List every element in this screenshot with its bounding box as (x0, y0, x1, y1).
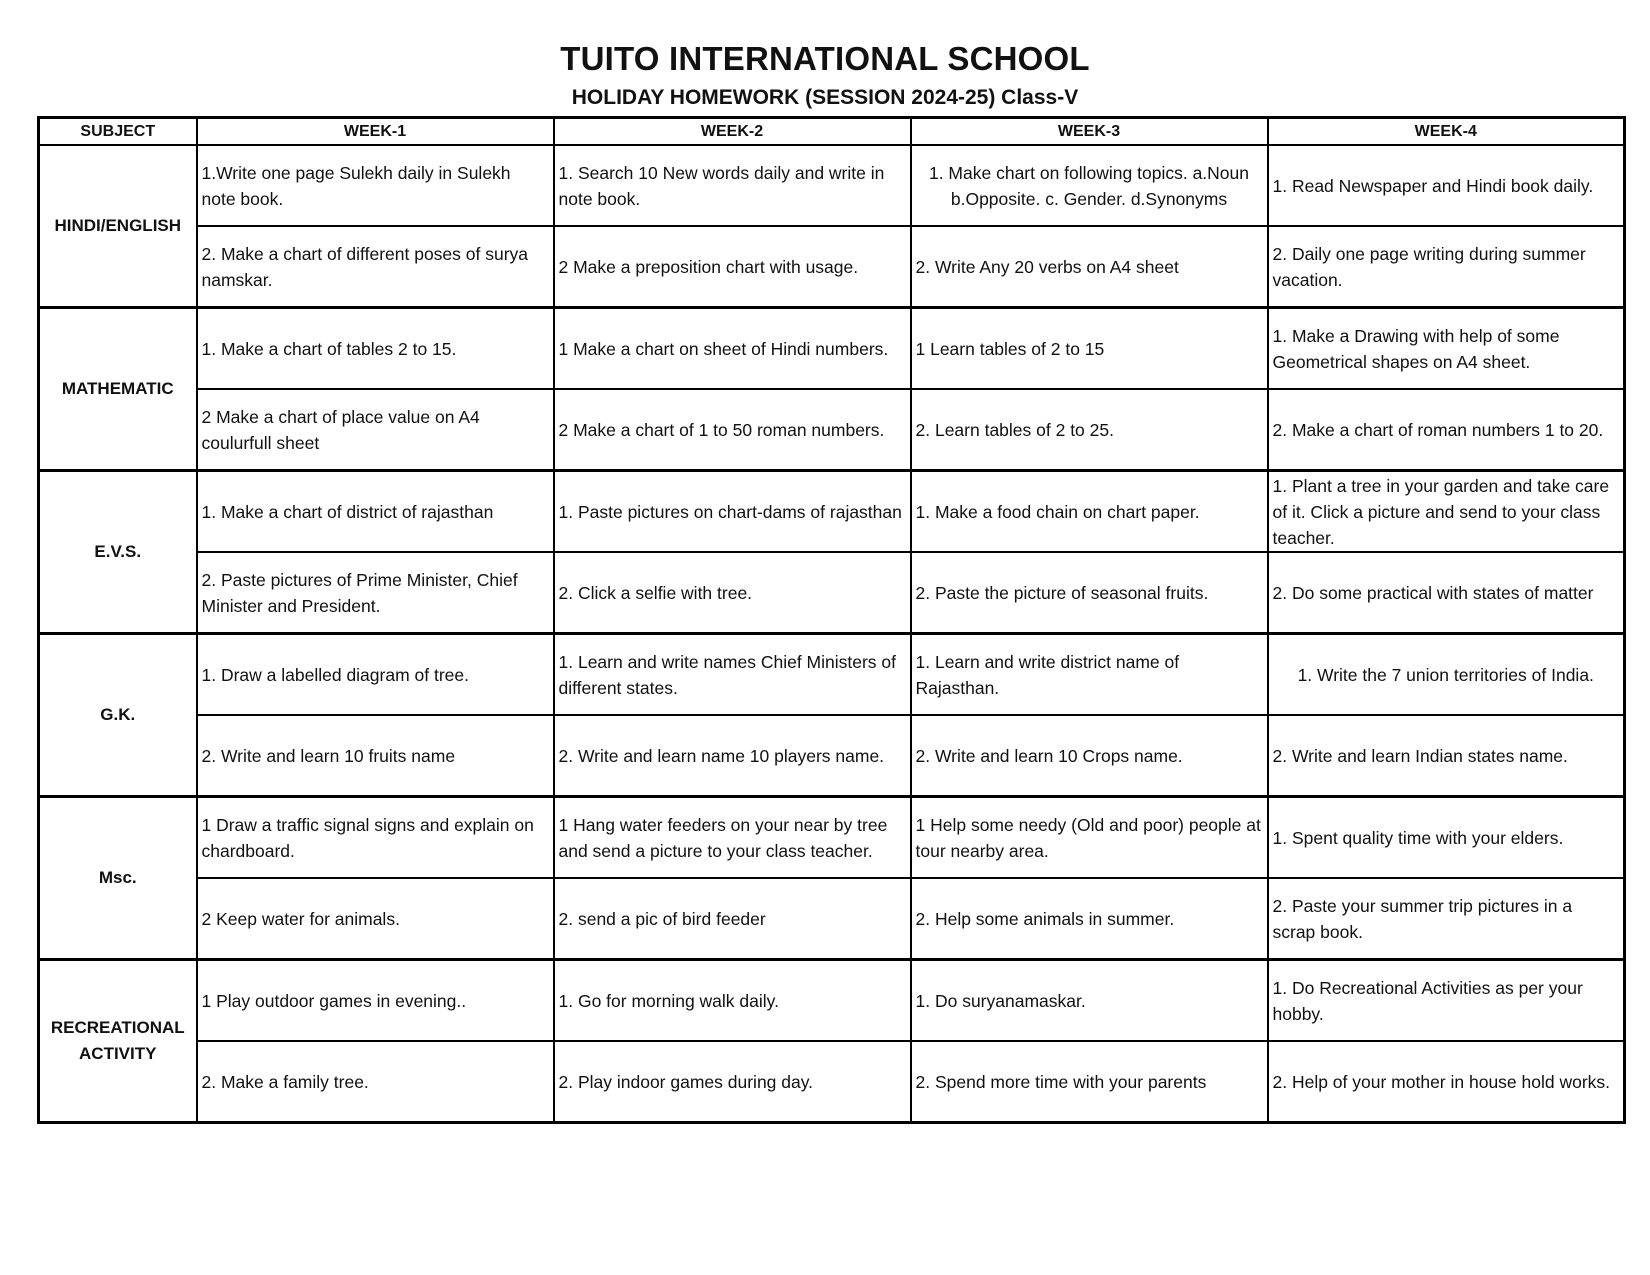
subject-cell: RECREATIONAL ACTIVITY (39, 960, 197, 1123)
table-row (39, 878, 1625, 960)
school-title: TUITO INTERNATIONAL SCHOOL (560, 40, 1090, 77)
table-row (39, 226, 1625, 308)
subject-cell: E.V.S. (39, 471, 197, 634)
task-cell: 2. Write and learn 10 Crops name. (911, 715, 1268, 797)
task-cell: 2 Keep water for animals. (197, 878, 554, 960)
task-cell: 1. Learn and write names Chief Ministers of different states. (554, 634, 911, 716)
task-cell: 1. Make a food chain on chart paper. (911, 471, 1268, 553)
table-row (39, 389, 1625, 471)
task-cell: 1 Learn tables of 2 to 15 (911, 308, 1268, 390)
task-cell: 1. Read Newspaper and Hindi book daily. (1268, 145, 1625, 226)
task-cell: 2 Make a chart of place value on A4 coulurfull sheet (197, 389, 554, 471)
task-cell: 2 Make a preposition chart with usage. (554, 226, 911, 308)
col-header-week-4: WEEK-4 (1268, 118, 1625, 146)
task-cell: 2. Help some animals in summer. (911, 878, 1268, 960)
task-cell: 2. Play indoor games during day. (554, 1041, 911, 1123)
task-cell: 1 Play outdoor games in evening.. (197, 960, 554, 1042)
task-cell: 1. Spent quality time with your elders. (1268, 797, 1625, 879)
table-header-row (39, 118, 1625, 146)
col-header-week-2: WEEK-2 (554, 118, 911, 146)
table-row (39, 797, 1625, 879)
homework-table (37, 116, 1626, 1124)
task-cell: 2. Paste pictures of Prime Minister, Chief Minister and President. (197, 552, 554, 634)
task-cell: 1. Make a Drawing with help of some Geometrical shapes on A4 sheet. (1268, 308, 1625, 390)
task-cell: 1. Draw a labelled diagram of tree. (197, 634, 554, 716)
task-cell: 2. Write Any 20 verbs on A4 sheet (911, 226, 1268, 308)
subject-cell: MATHEMATIC (39, 308, 197, 471)
task-cell: 2. Spend more time with your parents (911, 1041, 1268, 1123)
task-cell: 1. Plant a tree in your garden and take care of it. Click a picture and send to your class teacher. (1268, 471, 1625, 553)
subject-cell: HINDI/ENGLISH (39, 145, 197, 308)
task-cell: 1. Learn and write district name of Rajasthan. (911, 634, 1268, 716)
task-cell: 1. Paste pictures on chart-dams of rajasthan (554, 471, 911, 553)
task-cell: 2. Make a family tree. (197, 1041, 554, 1123)
task-cell: 1 Hang water feeders on your near by tree and send a picture to your class teacher. (554, 797, 911, 879)
task-cell: 1 Help some needy (Old and poor) people at tour nearby area. (911, 797, 1268, 879)
task-cell: 2. Do some practical with states of matter (1268, 552, 1625, 634)
task-cell: 2. send a pic of bird feeder (554, 878, 911, 960)
task-cell: 1.Write one page Sulekh daily in Sulekh note book. (197, 145, 554, 226)
col-header-week-1: WEEK-1 (197, 118, 554, 146)
task-cell: 2. Paste your summer trip pictures in a scrap book. (1268, 878, 1625, 960)
table-row (39, 715, 1625, 797)
task-cell: 1. Search 10 New words daily and write in note book. (554, 145, 911, 226)
table-row (39, 960, 1625, 1042)
table-row (39, 1041, 1625, 1123)
table-row (39, 552, 1625, 634)
task-cell: 1. Do suryanamaskar. (911, 960, 1268, 1042)
homework-subtitle: HOLIDAY HOMEWORK (SESSION 2024-25) Class-V (571, 86, 1079, 109)
subject-cell: G.K. (39, 634, 197, 797)
task-cell: 2. Make a chart of different poses of surya namskar. (197, 226, 554, 308)
task-cell: 1. Go for morning walk daily. (554, 960, 911, 1042)
task-cell: 2. Learn tables of 2 to 25. (911, 389, 1268, 471)
task-cell: 1 Draw a traffic signal signs and explain on chardboard. (197, 797, 554, 879)
task-cell: 1. Make a chart of tables 2 to 15. (197, 308, 554, 390)
task-cell: 2 Make a chart of 1 to 50 roman numbers. (554, 389, 911, 471)
subject-cell: Msc. (39, 797, 197, 960)
task-cell: 1. Do Recreational Activities as per your hobby. (1268, 960, 1625, 1042)
table-row (39, 145, 1625, 226)
table-row (39, 634, 1625, 716)
task-cell: 2. Help of your mother in house hold works. (1268, 1041, 1625, 1123)
table-row (39, 308, 1625, 390)
task-cell: 2. Make a chart of roman numbers 1 to 20. (1268, 389, 1625, 471)
task-cell: 2. Click a selfie with tree. (554, 552, 911, 634)
task-cell: 2. Paste the picture of seasonal fruits. (911, 552, 1268, 634)
task-cell: 2. Write and learn 10 fruits name (197, 715, 554, 797)
task-cell: 1. Write the 7 union territories of India. (1268, 634, 1625, 716)
col-header-week-3: WEEK-3 (911, 118, 1268, 146)
col-header-subject: SUBJECT (39, 118, 197, 146)
task-cell: 1. Make chart on following topics. a.Noun b.Opposite. c. Gender. d.Synonyms (911, 145, 1268, 226)
task-cell: 2. Daily one page writing during summer vacation. (1268, 226, 1625, 308)
task-cell: 2. Write and learn name 10 players name. (554, 715, 911, 797)
task-cell: 1 Make a chart on sheet of Hindi numbers. (554, 308, 911, 390)
task-cell: 1. Make a chart of district of rajasthan (197, 471, 554, 553)
task-cell: 2. Write and learn Indian states name. (1268, 715, 1625, 797)
table-row (39, 471, 1625, 553)
